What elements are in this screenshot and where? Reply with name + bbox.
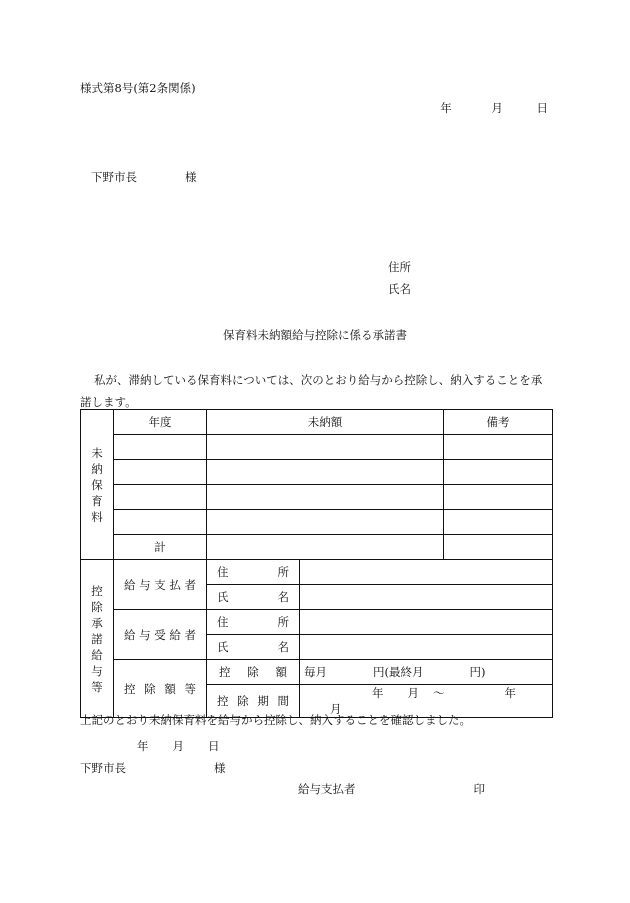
total-remarks-cell[interactable] <box>444 535 553 560</box>
table-row <box>81 660 553 685</box>
table-row <box>81 485 553 510</box>
col-remarks-header: 備考 <box>444 410 553 435</box>
addressee <box>91 169 197 185</box>
year-cell[interactable] <box>114 460 207 485</box>
year-cell[interactable] <box>114 435 207 460</box>
remarks-cell[interactable] <box>444 510 553 535</box>
remarks-cell[interactable] <box>444 460 553 485</box>
total-label: 計 <box>114 535 207 560</box>
payer-signature <box>298 781 485 797</box>
conf-year: 年 <box>137 739 149 753</box>
receiver-name-field[interactable] <box>300 635 553 660</box>
mayor-title: 下野市長 <box>80 761 126 775</box>
total-unpaid-cell[interactable] <box>207 535 444 560</box>
deduction-amount-label: 控 除 額 <box>207 660 300 685</box>
payer-name-label: 氏 名 <box>207 585 300 610</box>
applicant-name-label: 氏名 <box>388 282 411 296</box>
unpaid-cell[interactable] <box>207 510 444 535</box>
honorific: 様 <box>214 761 226 775</box>
unpaid-cell[interactable] <box>207 460 444 485</box>
applicant-address-label: 住所 <box>388 260 411 274</box>
payer-label: 給与支払者 <box>298 782 356 796</box>
receiver-label: 給 与 受 給 者 <box>114 610 207 660</box>
table-row <box>81 435 553 460</box>
table-row <box>81 460 553 485</box>
receiver-address-label: 住 所 <box>207 610 300 635</box>
period-start-month: 月 <box>407 686 419 700</box>
table-row <box>81 610 553 635</box>
yen-final-label: 円(最終月 <box>373 665 424 679</box>
receiver-address-field[interactable] <box>300 610 553 635</box>
period-end-month: 月 <box>330 702 342 716</box>
period-tilde: ～ <box>433 686 445 700</box>
confirmation-text: 上記のとおり未納保育料を給与から控除し、納入することを確認しました。 <box>80 713 471 727</box>
table-row <box>81 560 553 585</box>
payer-label: 給 与 支 払 者 <box>114 560 207 610</box>
date-month: 月 <box>491 101 503 115</box>
table-row <box>81 410 553 435</box>
deduction-section-label: 控 除 承 諾 給 与 等 <box>81 560 114 718</box>
unpaid-cell[interactable] <box>207 485 444 510</box>
col-year-header: 年度 <box>114 410 207 435</box>
confirmation-date <box>137 738 244 754</box>
date-year: 年 <box>440 101 452 115</box>
conf-day: 日 <box>208 739 220 753</box>
payer-address-field[interactable] <box>300 560 553 585</box>
document-date <box>418 100 548 116</box>
seal-mark: 印 <box>473 782 485 796</box>
consent-table <box>80 409 553 718</box>
remarks-cell[interactable] <box>444 435 553 460</box>
form-number: 様式第8号(第2条関係) <box>80 81 196 95</box>
consent-statement: 私が、滞納している保育料については、次のとおり給与から控除し、納入することを承諾します。 <box>80 373 543 409</box>
payer-name-field[interactable] <box>300 585 553 610</box>
mayor-title: 下野市長 <box>91 170 137 184</box>
unpaid-section-label: 未 納 保 育 料 <box>81 410 114 560</box>
period-end-year: 年 <box>504 686 516 700</box>
yen-close-label: 円) <box>469 665 486 679</box>
monthly-label: 毎月 <box>304 665 327 679</box>
receiver-name-label: 氏 名 <box>207 635 300 660</box>
date-day: 日 <box>536 101 548 115</box>
col-unpaid-header: 未納額 <box>207 410 444 435</box>
unpaid-cell[interactable] <box>207 435 444 460</box>
payer-address-label: 住 所 <box>207 560 300 585</box>
deduction-amount-field[interactable] <box>300 660 553 685</box>
table-row <box>81 535 553 560</box>
year-cell[interactable] <box>114 485 207 510</box>
conf-month: 月 <box>172 739 184 753</box>
remarks-cell[interactable] <box>444 485 553 510</box>
amount-label: 控 除 額 等 <box>114 660 207 718</box>
document-title: 保育料未納額給与控除に係る承諾書 <box>223 328 407 342</box>
deduction-period-label: 控 除 期 間 <box>207 685 300 718</box>
period-start-year: 年 <box>372 686 384 700</box>
confirmation-mayor <box>80 760 226 776</box>
honorific: 様 <box>185 170 197 184</box>
table-row <box>81 510 553 535</box>
year-cell[interactable] <box>114 510 207 535</box>
